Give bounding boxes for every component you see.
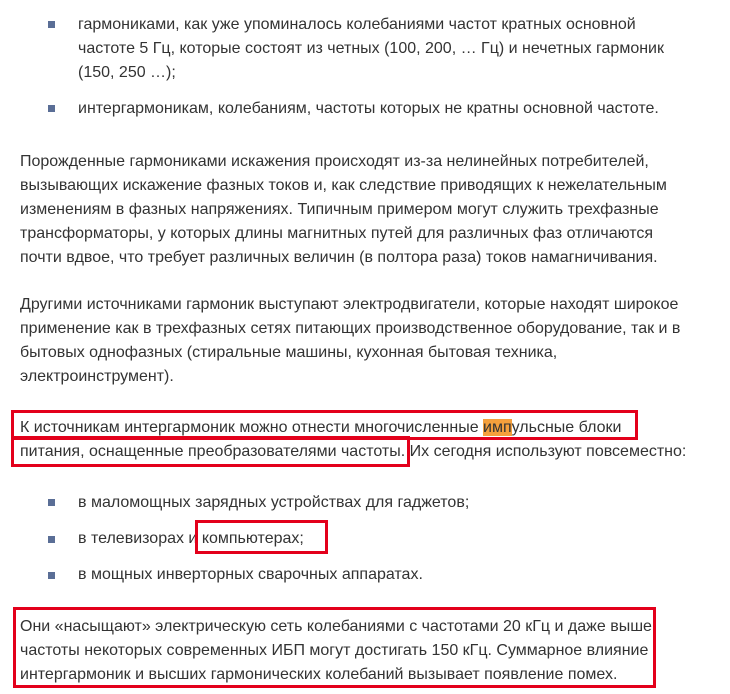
list-item-text: в телевизорах и компьютерах; xyxy=(78,530,304,547)
bullet-marker xyxy=(48,105,55,112)
bullet-marker xyxy=(48,572,55,579)
bullet-marker xyxy=(48,21,55,28)
paragraph-line: питания, оснащенные преобразователями частоты. Их сегодня используют повсеместно: xyxy=(20,443,687,460)
text-segment: ульсные блоки xyxy=(511,419,622,436)
paragraph-line: применение как в трехфазных сетях питающих производственное оборудование, так и в xyxy=(20,320,681,337)
list-item-text: (150, 250 …); xyxy=(78,64,176,81)
list-item-text: частоте 5 Гц, которые состоят из четных (100, 200, … Гц) и нечетных гармоник xyxy=(78,40,664,57)
list-item-text: в мощных инверторных сварочных аппаратах. xyxy=(78,566,423,583)
paragraph-line: изменениям в фазных напряжениях. Типичным примером могут служить трехфазные xyxy=(20,201,659,218)
list-item-text: в маломощных зарядных устройствах для гаджетов; xyxy=(78,494,470,511)
paragraph-line: вызывающих искажение фазных токов и, как следствие приводящих к нежелательным xyxy=(20,177,667,194)
paragraph-line: интергармоник и высших гармонических колебаний вызывает появление помех. xyxy=(20,666,618,683)
paragraph-line: частоты некоторых современных ИБП могут достигать 150 кГц. Суммарное влияние xyxy=(20,642,649,659)
search-highlight: имп xyxy=(483,419,512,436)
paragraph-line: трансформаторы, у которых длины магнитных путей для различных фаз отличаются xyxy=(20,225,654,242)
paragraph-line: Другими источниками гармоник выступают электродвигатели, которые находят широкое xyxy=(20,296,679,313)
paragraph-line: Порожденные гармониками искажения происходят из-за нелинейных потребителей, xyxy=(20,153,649,170)
paragraph-line: почти вдвое, что требует различных величин (в полтора раза) токов намагничивания. xyxy=(20,249,658,266)
paragraph-line: Они «насыщают» электрическую сеть колебаниями с частотами 20 кГц и даже выше xyxy=(20,618,652,635)
bullet-marker xyxy=(48,536,55,543)
paragraph-line: бытовых однофазных (стиральные машины, кухонная бытовая техника, xyxy=(20,344,558,361)
text-segment: К источникам интергармоник можно отнести многочисленные xyxy=(20,419,484,436)
paragraph-line: электроинструмент). xyxy=(20,368,174,385)
paragraph-line xyxy=(20,416,621,440)
list-item-text: интергармоникам, колебаниям, частоты которых не кратны основной частоте. xyxy=(78,100,659,117)
bullet-marker xyxy=(48,499,55,506)
list-item-text: гармониками, как уже упоминалось колебаниями частот кратных основной xyxy=(78,16,636,33)
